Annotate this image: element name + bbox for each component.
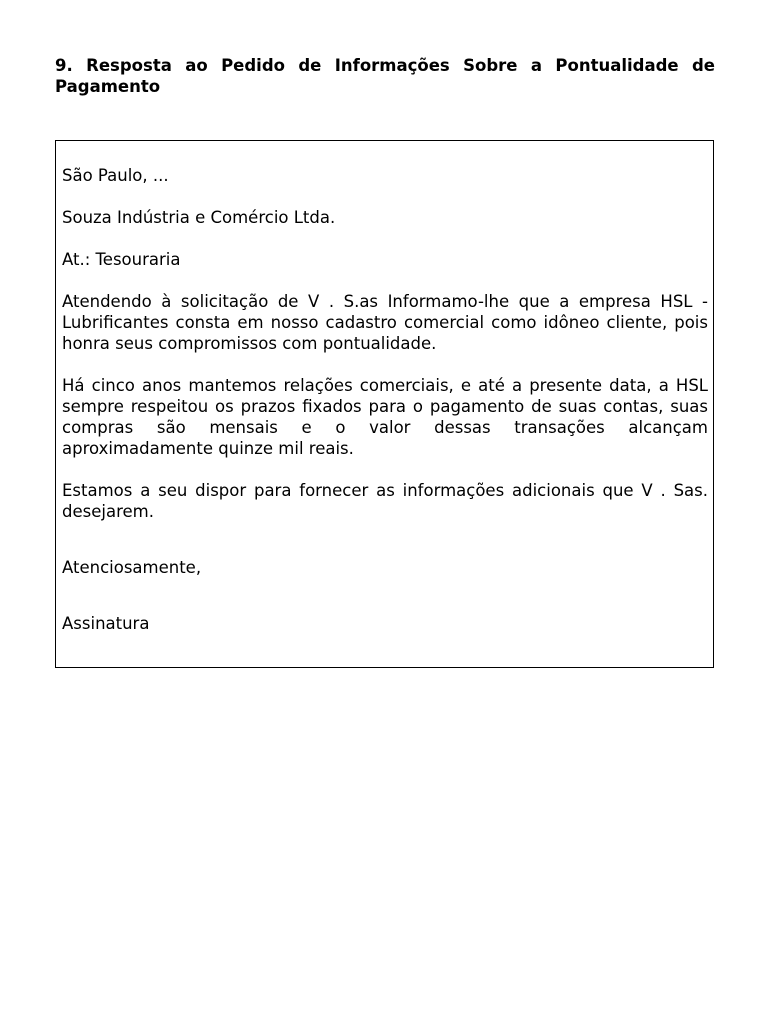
letter-paragraph-3: Estamos a seu dispor para fornecer as informações adicionais que V . Sas. desejarem. (62, 481, 708, 521)
letter-closing: Atenciosamente, (62, 558, 202, 577)
letter-recipient: Souza Indústria e Comércio Ltda. (62, 208, 336, 227)
letter-paragraph-1: Atendendo à solicitação de V . S.as Informamo-lhe que a empresa HSL - Lubrificantes consta em nosso cadastro comercial como idôneo cliente, pois honra seus compromissos com pontualidade. (62, 292, 708, 353)
letter-paragraph-2: Há cinco anos mantemos relações comerciais, e até a presente data, a HSL sempre respeitou os prazos fixados para o pagamento de suas contas, suas compras são mensais e o valor dessas transações alcançam aproximadamente quinze mil reais. (62, 376, 708, 458)
letter-place-date: São Paulo, ... (62, 166, 169, 185)
letter-box (55, 140, 714, 668)
letter-body (62, 165, 708, 634)
letter-signature: Assinatura (62, 614, 150, 633)
letter-attention: At.: Tesouraria (62, 250, 181, 269)
document-heading: 9. Resposta ao Pedido de Informações Sobre a Pontualidade de Pagamento (55, 56, 715, 96)
